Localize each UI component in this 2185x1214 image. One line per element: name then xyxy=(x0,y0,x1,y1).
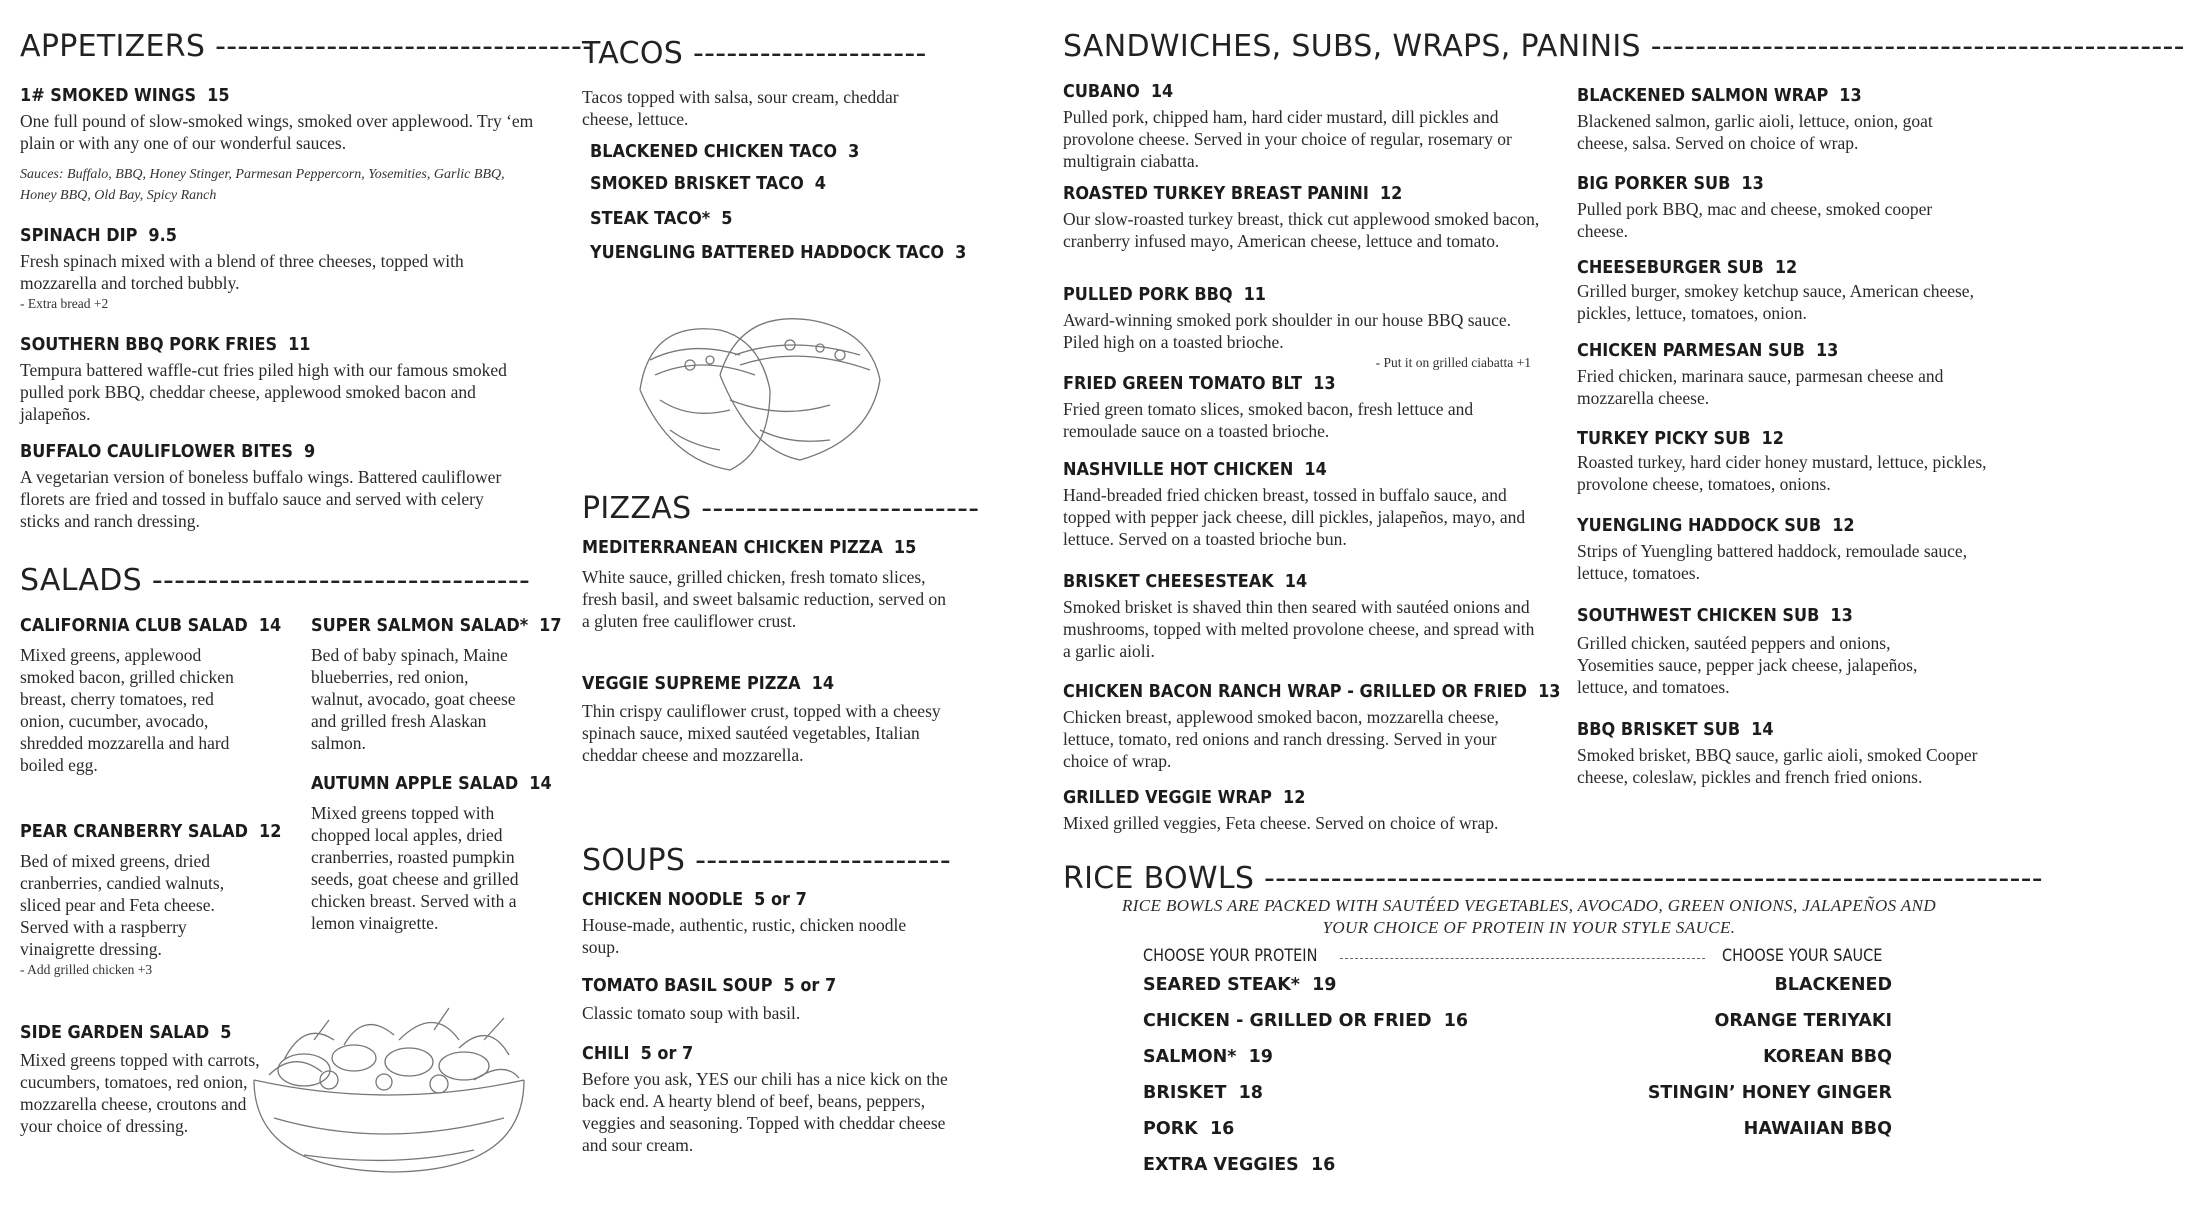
item-name: BBQ BRISKET SUB xyxy=(1577,720,1741,740)
item-name: TURKEY PICKY SUB xyxy=(1577,429,1751,449)
item-name: SPINACH DIP xyxy=(20,226,138,246)
tacos-section xyxy=(582,35,927,73)
menu-item xyxy=(1577,604,1997,698)
item-description: Blackened salmon, garlic aioli, lettuce, onion, goat cheese, salsa. Served on choice of wrap. xyxy=(1577,111,1933,153)
item-description: Chicken breast, applewood smoked bacon, mozzarella cheese, lettuce, tomato, red onions and ranch dressing. Served in your choice of wrap. xyxy=(1063,707,1499,771)
item-name: CHICKEN PARMESAN SUB xyxy=(1577,341,1805,361)
item-name: SOUTHWEST CHICKEN SUB xyxy=(1577,606,1820,626)
item-name: CALIFORNIA CLUB SALAD xyxy=(20,616,248,636)
sandwiches-heading: SANDWICHES, SUBS, WRAPS, PANINIS ------------------------------------------------ xyxy=(1063,29,2185,64)
protein-name: SEARED STEAK* xyxy=(1143,975,1300,995)
item-description: Pulled pork, chipped ham, hard cider mustard, dill pickles and provolone cheese. Served in your choice of regular, rosemary or multigrain ciabatta. xyxy=(1063,107,1512,171)
item-price: 14 xyxy=(529,774,552,794)
item-description: Hand-breaded fried chicken breast, tossed in buffalo sauce, and topped with pepper jack cheese, dill pickles, jalapeños, mayo, and lettuce. Served on a toasted brioche bun. xyxy=(1063,485,1526,549)
menu-item xyxy=(1577,339,1997,409)
item-description: House-made, authentic, rustic, chicken noodle soup. xyxy=(582,915,907,957)
tacos-intro: Tacos topped with salsa, sour cream, cheddar cheese, lettuce. xyxy=(582,87,899,129)
item-price: 14 xyxy=(258,616,282,636)
item-name: BIG PORKER SUB xyxy=(1577,174,1731,194)
protein-name: SALMON* xyxy=(1143,1047,1237,1067)
menu-item xyxy=(1577,514,1997,584)
protein-option xyxy=(1143,1047,1273,1067)
choose-sauce-label: CHOOSE YOUR SAUCE xyxy=(1722,946,1883,966)
rice-bowls-heading: RICE BOWLS ---------------------------------------------------------------------- xyxy=(1063,861,2043,896)
soups-heading: SOUPS ----------------------- xyxy=(582,843,951,878)
item-price: 15 xyxy=(207,86,230,106)
item-price: 11 xyxy=(288,335,311,355)
rice-bowls-subtitle-line: YOUR CHOICE OF PROTEIN IN YOUR STYLE SAUCE. xyxy=(1322,918,1736,937)
item-price: 13 xyxy=(1313,374,1336,394)
item-description: Before you ask, YES our chili has a nice kick on the back end. A hearty blend of beef, beans, peppers, veggies and seasoning. Topped with cheddar cheese and sour cream. xyxy=(582,1069,948,1155)
item-price: 17 xyxy=(539,616,562,636)
item-price: 12 xyxy=(1774,258,1798,278)
protein-price: 18 xyxy=(1238,1083,1263,1103)
appetizers-section xyxy=(20,28,594,66)
item-description: White sauce, grilled chicken, fresh tomato slices, fresh basil, and sweet balsamic reduction, served on a gluten free cauliflower crust. xyxy=(582,567,946,631)
choose-divider xyxy=(1340,958,1705,959)
item-price: 13 xyxy=(1741,174,1764,194)
item-name: FRIED GREEN TOMATO BLT xyxy=(1063,374,1303,394)
item-name: PULLED PORK BBQ xyxy=(1063,285,1233,305)
protein-option xyxy=(1143,1155,1335,1175)
item-price: 12 xyxy=(1379,184,1403,204)
item-price: 3 xyxy=(955,243,967,263)
menu-item xyxy=(1577,84,1997,154)
item-price: 5 xyxy=(220,1023,232,1043)
item-price: 3 xyxy=(848,142,860,162)
item-description: One full pound of slow-smoked wings, smoked over applewood. Try ‘em plain or with any one of our wonderful sauces. xyxy=(20,111,534,153)
protein-option xyxy=(1143,1119,1234,1139)
menu-item xyxy=(1063,372,1553,442)
item-description: Bed of baby spinach, Maine blueberries, red onion, walnut, avocado, goat cheese and grilled fresh Alaskan salmon. xyxy=(311,645,516,753)
item-description: Award-winning smoked pork shoulder in our house BBQ sauce. Piled high on a toasted brioche. xyxy=(1063,310,1511,352)
item-price: 14 xyxy=(1304,460,1327,480)
menu-item xyxy=(1577,256,1997,324)
item-price: 13 xyxy=(1830,606,1853,626)
item-name: BUFFALO CAULIFLOWER BITES xyxy=(20,442,294,462)
menu-item xyxy=(1063,458,1558,550)
item-description: Smoked brisket is shaved thin then seared with sautéed onions and mushrooms, topped with melted provolone cheese, and spread with a garlic aioli. xyxy=(1063,597,1535,661)
item-name: CHICKEN BACON RANCH WRAP - GRILLED OR FRIED xyxy=(1063,682,1528,702)
taco-item xyxy=(590,140,859,164)
menu-item xyxy=(20,333,540,425)
item-name: SUPER SALMON SALAD* xyxy=(311,616,529,636)
menu-item xyxy=(1063,570,1543,662)
item-name: AUTUMN APPLE SALAD xyxy=(311,774,519,794)
item-name: TOMATO BASIL SOUP xyxy=(582,976,773,996)
item-description: Our slow-roasted turkey breast, thick cut applewood smoked bacon, cranberry infused mayo, American cheese, lettuce and tomato. xyxy=(1063,209,1540,251)
item-name: SOUTHERN BBQ PORK FRIES xyxy=(20,335,278,355)
item-description: A vegetarian version of boneless buffalo wings. Battered cauliflower florets are fried and tossed in buffalo sauce and served with celery sticks and ranch dressing. xyxy=(20,467,502,531)
menu-item xyxy=(20,614,282,776)
rice-bowls-subtitle xyxy=(1063,895,1995,939)
item-name: BLACKENED CHICKEN TACO xyxy=(590,142,838,162)
item-price: 12 xyxy=(1832,516,1855,536)
item-name: 1# SMOKED WINGS xyxy=(20,86,197,106)
item-name: NASHVILLE HOT CHICKEN xyxy=(1063,460,1294,480)
salads-heading: SALADS ---------------------------------- xyxy=(20,563,531,598)
item-price: 14 xyxy=(1150,82,1174,102)
item-description: Smoked brisket, BBQ sauce, garlic aioli, smoked Cooper cheese, coleslaw, pickles and french fried onions. xyxy=(1577,745,1978,787)
protein-price: 19 xyxy=(1248,1047,1273,1067)
item-description: Strips of Yuengling battered haddock, remoulade sauce, lettuce, tomatoes. xyxy=(1577,541,1968,583)
sauce-option: BLACKENED xyxy=(1774,975,1892,995)
item-description: Roasted turkey, hard cider honey mustard, lettuce, pickles, provolone cheese, tomatoes, onions. xyxy=(1577,452,1987,494)
menu-item xyxy=(582,1042,962,1156)
item-description: Bed of mixed greens, dried cranberries, candied walnuts, sliced pear and Feta cheese. Served with a raspberry vinaigrette dressing. xyxy=(20,851,225,959)
item-name: SIDE GARDEN SALAD xyxy=(20,1023,210,1043)
menu-item xyxy=(1577,427,1997,495)
item-name: PEAR CRANBERRY SALAD xyxy=(20,822,249,842)
appetizers-heading: APPETIZERS ---------------------------------- xyxy=(20,29,594,64)
menu-item xyxy=(1577,172,1997,242)
item-description: Mixed greens topped with carrots, cucumbers, tomatoes, red onion, mozzarella cheese, croutons and your choice of dressing. xyxy=(20,1050,260,1136)
item-description: Classic tomato soup with basil. xyxy=(582,1003,801,1023)
protein-price: 16 xyxy=(1209,1119,1235,1139)
item-price: 9 xyxy=(304,442,316,462)
menu-item xyxy=(582,974,962,1024)
menu-item xyxy=(20,84,550,206)
menu-item xyxy=(1063,786,1583,834)
salads-section xyxy=(20,562,531,600)
taco-item xyxy=(590,241,966,265)
pizzas-section xyxy=(582,490,980,528)
item-price: 4 xyxy=(814,174,827,194)
protein-price: 19 xyxy=(1312,975,1337,995)
item-name: CHICKEN NOODLE xyxy=(582,890,744,910)
item-description: Mixed grilled veggies, Feta cheese. Served on choice of wrap. xyxy=(1063,813,1499,833)
sauce-option: ORANGE TERIYAKI xyxy=(1714,1011,1892,1031)
item-description: Fried chicken, marinara sauce, parmesan cheese and mozzarella cheese. xyxy=(1577,366,1944,408)
item-price: 13 xyxy=(1538,682,1561,702)
menu-item xyxy=(1577,718,1997,788)
protein-price: 16 xyxy=(1443,1011,1469,1031)
item-description: Pulled pork BBQ, mac and cheese, smoked cooper cheese. xyxy=(1577,199,1933,241)
tacos-heading: TACOS --------------------- xyxy=(582,36,927,71)
item-description: Thin crispy cauliflower crust, topped with a cheesy spinach sauce, mixed sautéed vegetables, Italian cheddar cheese and mozzarella. xyxy=(582,701,941,765)
item-price: 12 xyxy=(259,822,282,842)
protein-price: 16 xyxy=(1310,1155,1336,1175)
item-description: Grilled burger, smokey ketchup sauce, American cheese, pickles, lettuce, tomatoes, onion. xyxy=(1577,281,1974,323)
rice-bowls-section xyxy=(1063,860,2043,898)
item-name: GRILLED VEGGIE WRAP xyxy=(1063,788,1272,808)
menu-item xyxy=(1063,182,1553,252)
protein-name: EXTRA VEGGIES xyxy=(1143,1155,1299,1175)
item-price: 5 or 7 xyxy=(640,1044,694,1064)
protein-name: PORK xyxy=(1143,1119,1198,1139)
item-name: YUENGLING HADDOCK SUB xyxy=(1577,516,1822,536)
menu-item xyxy=(20,440,520,532)
item-description: Mixed greens topped with chopped local apples, dried cranberries, roasted pumpkin seeds, goat cheese and grilled chicken breast. Served with a lemon vinaigrette. xyxy=(311,803,519,933)
taco-illustration xyxy=(630,300,930,480)
salad-bowl-illustration xyxy=(234,1000,544,1180)
item-name: ROASTED TURKEY BREAST PANINI xyxy=(1063,184,1369,204)
item-name: CUBANO xyxy=(1063,82,1140,102)
item-note: Sauces: Buffalo, BBQ, Honey Stinger, Parmesan Peppercorn, Yosemities, Garlic BBQ, Honey BBQ, Old Bay, Spicy Ranch xyxy=(20,167,505,203)
protein-name: BRISKET xyxy=(1143,1083,1227,1103)
item-price: 13 xyxy=(1815,341,1839,361)
item-price: 13 xyxy=(1839,86,1862,106)
item-price: 11 xyxy=(1243,285,1267,305)
item-price: 14 xyxy=(1284,572,1308,592)
item-price: 5 or 7 xyxy=(783,976,837,996)
menu-item xyxy=(1063,283,1533,373)
item-name: SMOKED BRISKET TACO xyxy=(590,174,804,194)
menu-item xyxy=(582,672,962,766)
menu-item xyxy=(311,772,561,934)
item-description: Fresh spinach mixed with a blend of three cheeses, topped with mozzarella and torched bubbly. xyxy=(20,251,464,293)
item-note: - Extra bread +2 xyxy=(20,296,109,311)
item-description: Grilled chicken, sautéed peppers and onions, Yosemities sauce, pepper jack cheese, jalapeños, lettuce, and tomatoes. xyxy=(1577,633,1918,697)
item-price: 12 xyxy=(1283,788,1306,808)
item-price: 5 xyxy=(721,209,733,229)
item-price: 9.5 xyxy=(148,226,177,246)
taco-item xyxy=(590,172,826,196)
taco-item xyxy=(590,207,732,231)
sandwiches-section xyxy=(1063,28,2185,66)
item-note: - Put it on grilled ciabatta +1 xyxy=(1375,355,1531,370)
protein-option xyxy=(1143,975,1336,995)
item-note: - Add grilled chicken +3 xyxy=(20,962,153,977)
sauce-option: KOREAN BBQ xyxy=(1763,1047,1892,1067)
item-name: STEAK TACO* xyxy=(590,209,711,229)
protein-option xyxy=(1143,1011,1468,1031)
item-name: BRISKET CHEESESTEAK xyxy=(1063,572,1274,592)
item-name: YUENGLING BATTERED HADDOCK TACO xyxy=(590,243,945,263)
protein-name: CHICKEN - GRILLED OR FRIED xyxy=(1143,1011,1432,1031)
menu-item xyxy=(1063,680,1563,772)
item-name: VEGGIE SUPREME PIZZA xyxy=(582,674,801,694)
item-description: Mixed greens, applewood smoked bacon, grilled chicken breast, cherry tomatoes, red onion, cucumber, avocado, shredded mozzarella and hard boiled egg. xyxy=(20,645,234,775)
pizzas-heading: PIZZAS ------------------------- xyxy=(582,491,980,526)
menu-item xyxy=(20,820,282,980)
menu-item xyxy=(1063,80,1553,172)
item-description: Tempura battered waffle-cut fries piled high with our famous smoked pulled pork BBQ, cheddar cheese, applewood smoked bacon and jalapeños. xyxy=(20,360,507,424)
item-price: 14 xyxy=(1751,720,1774,740)
item-name: CHEESEBURGER SUB xyxy=(1577,258,1764,278)
item-price: 15 xyxy=(893,538,917,558)
menu-item xyxy=(20,1021,270,1137)
menu-item xyxy=(582,536,962,632)
sauce-option: HAWAIIAN BBQ xyxy=(1743,1119,1892,1139)
menu-item xyxy=(311,614,561,754)
protein-option xyxy=(1143,1083,1263,1103)
item-description: Fried green tomato slices, smoked bacon, fresh lettuce and remoulade sauce on a toasted brioche. xyxy=(1063,399,1474,441)
item-price: 14 xyxy=(811,674,835,694)
item-price: 5 or 7 xyxy=(754,890,807,910)
sauce-option: STINGIN’ HONEY GINGER xyxy=(1647,1083,1892,1103)
item-price: 12 xyxy=(1761,429,1784,449)
item-name: CHILI xyxy=(582,1044,630,1064)
item-name: MEDITERRANEAN CHICKEN PIZZA xyxy=(582,538,883,558)
soups-section xyxy=(582,842,952,880)
choose-protein-label: CHOOSE YOUR PROTEIN xyxy=(1143,946,1318,966)
item-name: BLACKENED SALMON WRAP xyxy=(1577,86,1829,106)
rice-bowls-subtitle-line: RICE BOWLS ARE PACKED WITH SAUTÉED VEGETABLES, AVOCADO, GREEN ONIONS, JALAPEÑOS AND xyxy=(1121,896,1937,915)
menu-item xyxy=(582,888,962,958)
menu-item xyxy=(20,224,540,314)
